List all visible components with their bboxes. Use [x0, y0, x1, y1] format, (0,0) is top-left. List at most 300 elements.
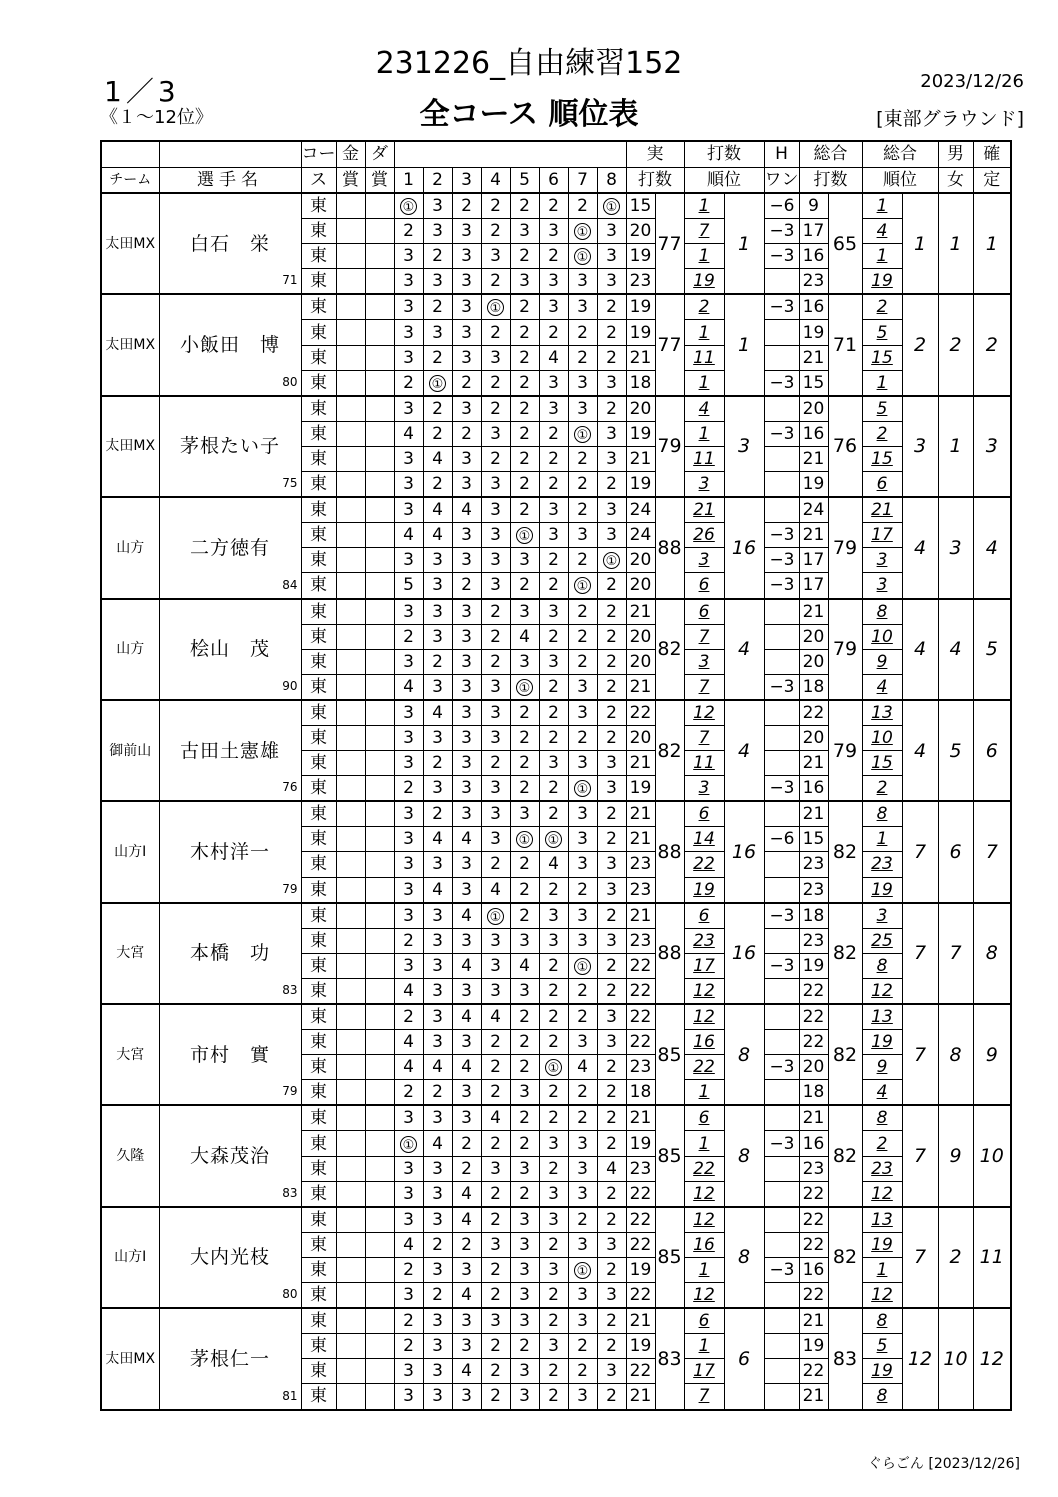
- hole-score: 3: [452, 776, 481, 802]
- course-cell: 東: [301, 573, 336, 599]
- hole-score: 4: [423, 446, 452, 471]
- hole-score: 2: [481, 1055, 510, 1080]
- round-total-rank: 12: [862, 1181, 902, 1207]
- gold-award-cell: [336, 370, 365, 396]
- hole-in-one-adj: [764, 852, 799, 877]
- round-total-rank: 19: [862, 1030, 902, 1055]
- round-rank: 11: [684, 446, 724, 471]
- hole-score: 3: [539, 1207, 568, 1233]
- round-total-rank: 15: [862, 446, 902, 471]
- hole-score: 3: [481, 573, 510, 599]
- hole-score: 2: [568, 1359, 597, 1384]
- hole-score: 4: [597, 1156, 626, 1181]
- gold-award-cell: [336, 548, 365, 573]
- total-rank: 7: [902, 801, 938, 902]
- round-rank: 3: [684, 472, 724, 498]
- hole-in-one-adj: [764, 269, 799, 295]
- hole-in-one-mark: ①: [400, 198, 417, 215]
- da-award-cell: [365, 903, 394, 929]
- round-rank: 4: [684, 396, 724, 422]
- hole-score: 3: [423, 320, 452, 345]
- round-total: 23: [799, 1156, 828, 1181]
- hole-score: 3: [539, 599, 568, 625]
- team-name: 太田MX: [101, 193, 159, 294]
- hole-in-one-mark: ①: [574, 780, 591, 797]
- gender-rank: 10: [938, 1308, 973, 1409]
- final-rank: 9: [973, 1004, 1011, 1105]
- gold-award-cell: [336, 776, 365, 802]
- col-hole: 8: [597, 167, 626, 193]
- round-total: 21: [799, 523, 828, 548]
- round-sum: 22: [626, 1283, 655, 1309]
- player-age: 83: [282, 983, 298, 997]
- hole-in-one-mark: ①: [429, 375, 446, 392]
- round-sum: 21: [626, 446, 655, 471]
- round-rank: 6: [684, 1308, 724, 1334]
- round-total-rank: 15: [862, 345, 902, 370]
- hole-score: 2: [539, 1156, 568, 1181]
- round-total-rank: 4: [862, 674, 902, 700]
- da-award-cell: [365, 928, 394, 953]
- round-rank: 6: [684, 573, 724, 599]
- player-age: 76: [282, 780, 298, 795]
- da-award-cell: [365, 548, 394, 573]
- player-name-text: 大内光枝: [189, 1246, 270, 1269]
- round-total: 23: [799, 877, 828, 903]
- hole-score: [481, 903, 510, 929]
- player-name: [159, 1308, 301, 1409]
- hole-score: 2: [539, 421, 568, 446]
- course-cell: 東: [301, 1055, 336, 1080]
- round-rank: 12: [684, 700, 724, 726]
- hole-score: 2: [568, 345, 597, 370]
- round-total-rank: 2: [862, 421, 902, 446]
- hole-score: 3: [394, 269, 423, 295]
- hole-score: 3: [452, 269, 481, 295]
- round-rank: 1: [684, 1257, 724, 1282]
- round-total: 23: [799, 928, 828, 953]
- col-total-rank-a: 総合: [862, 141, 938, 167]
- hole-score: 2: [568, 193, 597, 219]
- round-rank: 26: [684, 523, 724, 548]
- hole-score: 2: [452, 421, 481, 446]
- hole-score: 2: [510, 1131, 539, 1156]
- hole-score: 3: [510, 269, 539, 295]
- hole-score: 3: [423, 953, 452, 978]
- hole-score: 3: [394, 1384, 423, 1410]
- hole-in-one-adj: [764, 1004, 799, 1030]
- player-name-text: 小飯田 博: [179, 334, 280, 357]
- hole-score: 2: [423, 1232, 452, 1257]
- course-cell: 東: [301, 1207, 336, 1233]
- round-rank: 11: [684, 345, 724, 370]
- hole-score: 2: [481, 1207, 510, 1233]
- hole-score: 2: [394, 776, 423, 802]
- hole-score: 3: [481, 421, 510, 446]
- hole-score: 3: [423, 1181, 452, 1207]
- hole-in-one-adj: [764, 928, 799, 953]
- hole-score: 2: [423, 1080, 452, 1106]
- hole-score: 3: [452, 725, 481, 750]
- col-hole: 5: [510, 167, 539, 193]
- hole-score: 3: [539, 649, 568, 674]
- hole-score: 3: [394, 1359, 423, 1384]
- da-award-cell: [365, 776, 394, 802]
- total-strokes: 82: [828, 1004, 862, 1105]
- hole-score: 2: [481, 1080, 510, 1106]
- hole-score: [394, 1131, 423, 1156]
- hole-score: 3: [423, 776, 452, 802]
- round-total-rank: 8: [862, 953, 902, 978]
- gold-award-cell: [336, 1030, 365, 1055]
- hole-score: 3: [394, 725, 423, 750]
- course-cell: 東: [301, 1080, 336, 1106]
- course-cell: 東: [301, 903, 336, 929]
- round-total-rank: 4: [862, 219, 902, 244]
- da-award-cell: [365, 827, 394, 852]
- hole-in-one-adj: [764, 1232, 799, 1257]
- gold-award-cell: [336, 1131, 365, 1156]
- gold-award-cell: [336, 1308, 365, 1334]
- round-total: 15: [799, 370, 828, 396]
- gold-award-cell: [336, 928, 365, 953]
- round-total-rank: 8: [862, 1308, 902, 1334]
- hole-score: 3: [539, 1257, 568, 1282]
- hole-score: 3: [452, 244, 481, 269]
- table-row: [101, 903, 1011, 929]
- hole-score: 3: [568, 396, 597, 422]
- hole-score: 2: [481, 320, 510, 345]
- hole-score: 2: [510, 244, 539, 269]
- player-name-text: 白石 栄: [189, 232, 270, 255]
- round-total-rank: 6: [862, 472, 902, 498]
- da-award-cell: [365, 573, 394, 599]
- round-rank: 3: [684, 649, 724, 674]
- round-total: 23: [799, 852, 828, 877]
- round-sum: 19: [626, 472, 655, 498]
- team-name: 太田MX: [101, 396, 159, 497]
- hole-score: [568, 244, 597, 269]
- round-total-rank: 5: [862, 396, 902, 422]
- da-award-cell: [365, 345, 394, 370]
- hole-score: 2: [568, 446, 597, 471]
- round-total: 21: [799, 1308, 828, 1334]
- hole-score: 3: [452, 345, 481, 370]
- gold-award-cell: [336, 1105, 365, 1131]
- round-rank: 1: [684, 320, 724, 345]
- hole-score: 3: [481, 674, 510, 700]
- hole-score: 3: [568, 1156, 597, 1181]
- player-name-text: 茅根仁一: [189, 1347, 270, 1370]
- hole-in-one-mark: ①: [545, 1059, 562, 1076]
- gold-award-cell: [336, 674, 365, 700]
- total-strokes: 79: [828, 599, 862, 700]
- hole-score: 2: [423, 751, 452, 776]
- hole-score: 3: [452, 1257, 481, 1282]
- round-sum: 18: [626, 370, 655, 396]
- hole-in-one-mark: ①: [574, 958, 591, 975]
- hole-score: 3: [423, 1004, 452, 1030]
- strokes-rank: 4: [724, 700, 764, 801]
- hole-score: 3: [568, 801, 597, 827]
- da-award-cell: [365, 1359, 394, 1384]
- hole-score: 2: [452, 1156, 481, 1181]
- strokes-rank: 8: [724, 1207, 764, 1308]
- hole-score: 2: [597, 320, 626, 345]
- hole-score: 2: [481, 1283, 510, 1309]
- hole-score: 2: [423, 649, 452, 674]
- round-total: 22: [799, 1181, 828, 1207]
- round-rank: 1: [684, 370, 724, 396]
- hole-score: 3: [510, 1257, 539, 1282]
- hole-score: 2: [597, 674, 626, 700]
- table-row: [101, 193, 1011, 219]
- gold-award-cell: [336, 320, 365, 345]
- hole-score: 2: [597, 903, 626, 929]
- hole-score: 3: [452, 624, 481, 649]
- round-rank: 3: [684, 776, 724, 802]
- hole-score: 3: [597, 1030, 626, 1055]
- round-total: 21: [799, 1384, 828, 1410]
- hole-score: 3: [568, 1308, 597, 1334]
- hole-score: 2: [481, 649, 510, 674]
- gold-award-cell: [336, 624, 365, 649]
- hole-score: 3: [394, 801, 423, 827]
- round-sum: 15: [626, 193, 655, 219]
- hole-score: 3: [510, 1080, 539, 1106]
- round-total: 18: [799, 903, 828, 929]
- col-gold-a: 金: [336, 141, 365, 167]
- hole-score: 2: [394, 1257, 423, 1282]
- hole-score: 2: [597, 1334, 626, 1359]
- da-award-cell: [365, 269, 394, 295]
- round-total: 22: [799, 1359, 828, 1384]
- round-rank: 12: [684, 1004, 724, 1030]
- hole-score: 2: [597, 953, 626, 978]
- hole-in-one-mark: ①: [574, 577, 591, 594]
- hole-score: 2: [394, 1334, 423, 1359]
- col-hole: 3: [452, 167, 481, 193]
- da-award-cell: [365, 1308, 394, 1334]
- da-award-cell: [365, 523, 394, 548]
- round-sum: 21: [626, 345, 655, 370]
- page-indicator: 1／3: [104, 75, 180, 108]
- col-actual-a: 実: [626, 141, 684, 167]
- round-sum: 22: [626, 700, 655, 726]
- table-row: [101, 294, 1011, 320]
- hole-score: 3: [510, 1308, 539, 1334]
- hole-score: 4: [394, 1055, 423, 1080]
- da-award-cell: [365, 1131, 394, 1156]
- da-award-cell: [365, 1384, 394, 1410]
- strokes-rank: 4: [724, 599, 764, 700]
- hole-score: 2: [597, 573, 626, 599]
- round-total-rank: 12: [862, 1283, 902, 1309]
- gold-award-cell: [336, 193, 365, 219]
- hole-score: 2: [423, 1283, 452, 1309]
- hole-score: 4: [423, 700, 452, 726]
- standings-table: [100, 140, 1012, 1411]
- hole-score: [568, 1257, 597, 1282]
- total-strokes: 83: [828, 1308, 862, 1409]
- hole-score: 3: [394, 852, 423, 877]
- hole-score: 2: [539, 1004, 568, 1030]
- total-strokes: 76: [828, 396, 862, 497]
- round-total: 20: [799, 1055, 828, 1080]
- hole-score: 2: [452, 573, 481, 599]
- round-total: 20: [799, 649, 828, 674]
- hole-in-one-mark: ①: [545, 831, 562, 848]
- hole-score: [510, 827, 539, 852]
- hole-score: 2: [510, 472, 539, 498]
- hole-score: 3: [452, 396, 481, 422]
- round-sum: 22: [626, 1359, 655, 1384]
- hole-in-one-adj: −3: [764, 573, 799, 599]
- hole-score: 3: [394, 1181, 423, 1207]
- hole-score: 2: [481, 396, 510, 422]
- hole-score: 2: [539, 674, 568, 700]
- hole-score: 4: [452, 827, 481, 852]
- team-name: 大宮: [101, 903, 159, 1004]
- round-total: 22: [799, 1004, 828, 1030]
- hole-score: 2: [568, 624, 597, 649]
- table-row: [101, 396, 1011, 422]
- hole-score: 2: [510, 345, 539, 370]
- hole-score: 4: [510, 953, 539, 978]
- hole-score: 3: [539, 497, 568, 523]
- final-rank: 6: [973, 700, 1011, 801]
- hole-score: 2: [510, 396, 539, 422]
- hole-score: 2: [568, 978, 597, 1004]
- hole-score: 3: [452, 1080, 481, 1106]
- course-cell: 東: [301, 523, 336, 548]
- hole-score: 2: [539, 877, 568, 903]
- hole-score: 3: [539, 523, 568, 548]
- hole-score: 2: [539, 776, 568, 802]
- hole-score: 3: [597, 446, 626, 471]
- col-gold-b: 賞: [336, 167, 365, 193]
- hole-score: 2: [568, 877, 597, 903]
- course-cell: 東: [301, 219, 336, 244]
- gold-award-cell: [336, 1156, 365, 1181]
- course-cell: 東: [301, 978, 336, 1004]
- team-name: 太田MX: [101, 1308, 159, 1409]
- round-total: 21: [799, 1105, 828, 1131]
- gold-award-cell: [336, 523, 365, 548]
- player-name-text: 市村 實: [189, 1043, 270, 1066]
- da-award-cell: [365, 1004, 394, 1030]
- player-name-text: 木村洋一: [189, 840, 270, 863]
- da-award-cell: [365, 700, 394, 726]
- player-name: [159, 903, 301, 1004]
- gold-award-cell: [336, 725, 365, 750]
- strokes-rank: 16: [724, 903, 764, 1004]
- hole-score: 4: [539, 345, 568, 370]
- hole-score: 2: [568, 599, 597, 625]
- player-name: [159, 700, 301, 801]
- col-hole: 6: [539, 167, 568, 193]
- hole-score: 3: [481, 345, 510, 370]
- player-age: 80: [282, 1287, 298, 1302]
- hole-score: 3: [423, 624, 452, 649]
- round-sum: 24: [626, 523, 655, 548]
- hole-score: 2: [539, 700, 568, 726]
- hole-score: 3: [481, 725, 510, 750]
- hole-score: 2: [510, 294, 539, 320]
- round-total-rank: 13: [862, 700, 902, 726]
- hole-score: [394, 193, 423, 219]
- hole-in-one-adj: −3: [764, 1131, 799, 1156]
- hole-in-one-mark: ①: [400, 1136, 417, 1153]
- gold-award-cell: [336, 1359, 365, 1384]
- hole-score: 4: [394, 978, 423, 1004]
- round-total: 16: [799, 1131, 828, 1156]
- round-total-rank: 19: [862, 877, 902, 903]
- hole-score: 4: [423, 523, 452, 548]
- hole-score: 2: [481, 1131, 510, 1156]
- report-date: 2023/12/26: [920, 71, 1024, 92]
- hole-score: 4: [481, 1105, 510, 1131]
- hole-score: 2: [597, 599, 626, 625]
- round-total: 15: [799, 827, 828, 852]
- gender-rank: 1: [938, 193, 973, 294]
- round-sum: 21: [626, 599, 655, 625]
- hole-score: 2: [597, 649, 626, 674]
- round-sum: 19: [626, 1257, 655, 1282]
- hole-in-one-mark: ①: [574, 426, 591, 443]
- round-rank: 22: [684, 1156, 724, 1181]
- round-rank: 6: [684, 599, 724, 625]
- gold-award-cell: [336, 1004, 365, 1030]
- gold-award-cell: [336, 1257, 365, 1282]
- hole-score: [568, 776, 597, 802]
- course-cell: 東: [301, 1257, 336, 1282]
- round-sum: 20: [626, 548, 655, 573]
- course-cell: 東: [301, 345, 336, 370]
- course-cell: 東: [301, 801, 336, 827]
- round-total-rank: 21: [862, 497, 902, 523]
- total-rank: 4: [902, 700, 938, 801]
- hole-score: 3: [510, 1384, 539, 1410]
- hole-score: 3: [481, 928, 510, 953]
- hole-score: 2: [423, 396, 452, 422]
- hole-score: 3: [539, 928, 568, 953]
- final-rank: 2: [973, 294, 1011, 395]
- course-cell: 東: [301, 725, 336, 750]
- hole-score: 3: [394, 472, 423, 498]
- total-rank: 4: [902, 497, 938, 598]
- round-total-rank: 13: [862, 1004, 902, 1030]
- course-cell: 東: [301, 370, 336, 396]
- hole-score: 2: [481, 269, 510, 295]
- hole-score: 3: [452, 548, 481, 573]
- course-cell: 東: [301, 421, 336, 446]
- col-strokes-rank-a: 打数: [684, 141, 764, 167]
- hole-score: 2: [481, 1030, 510, 1055]
- gold-award-cell: [336, 497, 365, 523]
- round-total-rank: 2: [862, 1131, 902, 1156]
- round-total-rank: 1: [862, 370, 902, 396]
- hole-score: 2: [452, 1131, 481, 1156]
- hole-score: 3: [394, 1105, 423, 1131]
- col-final-b: 定: [973, 167, 1011, 193]
- round-total: 19: [799, 320, 828, 345]
- round-sum: 21: [626, 1384, 655, 1410]
- hole-score: 3: [568, 1131, 597, 1156]
- round-total-rank: 19: [862, 269, 902, 295]
- hole-score: 4: [394, 1232, 423, 1257]
- hole-score: 3: [510, 1207, 539, 1233]
